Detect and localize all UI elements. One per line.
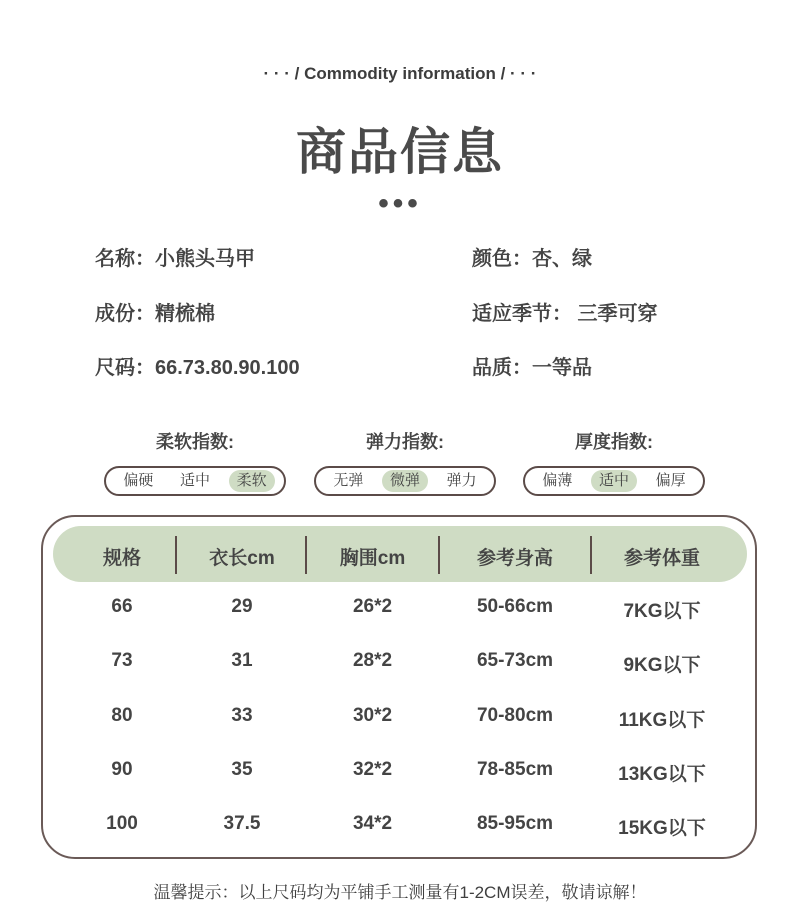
- table-cell: 7KG以下: [623, 601, 701, 622]
- thickness-option-thin: 偏薄: [542, 472, 573, 489]
- softness-index: [104, 428, 286, 496]
- table-cell: 11KG以下: [618, 710, 706, 731]
- table-cell: 65-73cm: [476, 650, 554, 671]
- thickness-option-medium: 适中: [591, 470, 637, 492]
- table-cell: 78-85cm: [476, 759, 554, 780]
- thickness-option-thick: 偏厚: [655, 472, 686, 489]
- info-season: 适应季节： 三季可穿: [472, 303, 658, 325]
- info-quality: 品质：一等品: [472, 357, 592, 379]
- table-cell: 90: [111, 759, 133, 780]
- header-height: 参考身高: [476, 548, 553, 569]
- table-cell: 70-80cm: [476, 705, 554, 726]
- info-size: 尺码：66.73.80.90.100: [95, 357, 300, 379]
- table-cell: 32*2: [352, 759, 393, 780]
- table-cell: 100: [106, 813, 138, 834]
- table-cell: 66: [111, 596, 133, 617]
- table-cell: 31: [231, 650, 253, 671]
- subtitle: · · · / Commodity information / · · ·: [263, 64, 537, 83]
- elasticity-option-slight: 微弹: [382, 470, 428, 492]
- elasticity-option-none: 无弹: [333, 472, 364, 489]
- table-cell: 30*2: [352, 705, 393, 726]
- table-cell: 34*2: [352, 813, 393, 834]
- footer-note: 温馨提示：以上尺码均为平铺手工测量有1-2CM误差，敬请谅解！: [153, 883, 647, 902]
- info-color: 颜色：杏、绿: [472, 248, 592, 270]
- info-name: 名称：小熊头马甲: [95, 248, 255, 270]
- table-cell: 35: [231, 759, 253, 780]
- thickness-index-title: 厚度指数:: [575, 432, 653, 452]
- softness-option-hard: 偏硬: [123, 472, 154, 489]
- table-cell: 85-95cm: [476, 813, 554, 834]
- table-cell: 33: [231, 705, 253, 726]
- table-cell: 80: [111, 705, 133, 726]
- header-chest: 胸围cm: [339, 548, 406, 569]
- softness-index-title: 柔软指数:: [156, 432, 234, 452]
- header-weight: 参考体重: [623, 548, 700, 569]
- info-material: 成份：精梳棉: [95, 303, 215, 325]
- page-title: 商品信息: [296, 124, 504, 180]
- table-cell: 26*2: [352, 596, 393, 617]
- table-cell: 50-66cm: [476, 596, 554, 617]
- softness-option-medium: 适中: [179, 472, 210, 489]
- softness-option-soft: 柔软: [229, 470, 275, 492]
- table-cell: 15KG以下: [618, 818, 706, 839]
- thickness-index-bar: [523, 466, 705, 496]
- header-length: 衣长cm: [209, 548, 275, 569]
- title-dots: •••: [378, 187, 422, 220]
- elasticity-index-title: 弹力指数:: [366, 432, 444, 452]
- table-cell: 73: [111, 650, 133, 671]
- thickness-index: [523, 428, 705, 496]
- elasticity-option-elastic: 弹力: [446, 472, 477, 489]
- table-cell: 29: [231, 596, 253, 617]
- table-cell: 9KG以下: [623, 655, 701, 676]
- table-cell: 37.5: [223, 813, 261, 834]
- header-spec: 规格: [102, 548, 141, 569]
- table-cell: 28*2: [352, 650, 393, 671]
- elasticity-index-bar: [314, 466, 496, 496]
- softness-index-bar: [104, 466, 286, 496]
- elasticity-index: [314, 428, 496, 496]
- header-separator: [175, 536, 177, 574]
- table-cell: 13KG以下: [618, 764, 706, 785]
